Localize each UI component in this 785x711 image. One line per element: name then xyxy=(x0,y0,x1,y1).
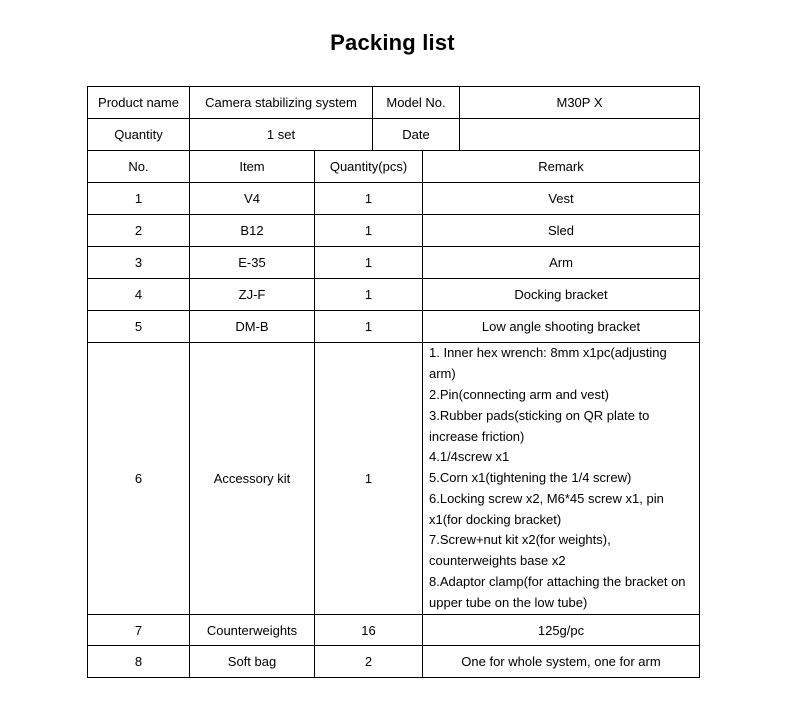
row-remark: Low angle shooting bracket xyxy=(423,311,700,343)
column-header-remark: Remark xyxy=(423,151,700,183)
table-row xyxy=(88,247,700,279)
column-header-row xyxy=(88,151,700,183)
row-item: ZJ-F xyxy=(190,279,315,311)
date-label: Date xyxy=(373,119,460,151)
row-quantity: 1 xyxy=(315,343,423,615)
model-label: Model No. xyxy=(373,87,460,119)
remark-line: 1. Inner hex wrench: 8mm x1pc(adjusting arm) xyxy=(429,345,667,382)
row-no: 7 xyxy=(88,615,190,646)
column-header-item: Item xyxy=(190,151,315,183)
model-value: M30P X xyxy=(460,87,700,119)
quantity-date-row xyxy=(88,119,700,151)
row-item: Accessory kit xyxy=(190,343,315,615)
remark-line: 3.Rubber pads(sticking on QR plate to increase friction) xyxy=(429,407,650,444)
column-header-no: No. xyxy=(88,151,190,183)
row-quantity: 1 xyxy=(315,247,423,279)
quantity-label: Quantity xyxy=(88,119,190,151)
remark-line: 8.Adaptor clamp(for attaching the bracket on upper tube on the low tube) xyxy=(429,574,686,610)
row-quantity: 1 xyxy=(315,311,423,343)
product-name-value: Camera stabilizing system xyxy=(190,87,373,119)
row-remark: Docking bracket xyxy=(423,279,700,311)
row-no: 2 xyxy=(88,215,190,247)
table-row xyxy=(88,311,700,343)
row-quantity: 1 xyxy=(315,183,423,215)
row-no: 5 xyxy=(88,311,190,343)
quantity-value: 1 set xyxy=(190,119,373,151)
row-item: Counterweights xyxy=(190,615,315,646)
product-info-row xyxy=(88,87,700,119)
row-remark: 125g/pc xyxy=(423,615,700,646)
row-no: 4 xyxy=(88,279,190,311)
remark-line: 6.Locking screw x2, M6*45 screw x1, pin x1(for docking bracket) xyxy=(429,490,664,527)
row-quantity: 2 xyxy=(315,646,423,678)
column-header-quantity: Quantity(pcs) xyxy=(315,151,423,183)
row-remark: Arm xyxy=(423,247,700,279)
remark-line: 4.1/4screw x1 xyxy=(429,449,510,465)
row-quantity: 16 xyxy=(315,615,423,646)
row-no: 1 xyxy=(88,183,190,215)
row-quantity: 1 xyxy=(315,215,423,247)
packing-list-table xyxy=(87,86,700,678)
remark-line: 5.Corn x1(tightening the 1/4 screw) xyxy=(429,470,632,486)
table-row xyxy=(88,215,700,247)
row-remark: Sled xyxy=(423,215,700,247)
table-row xyxy=(88,279,700,311)
row-item: DM-B xyxy=(190,311,315,343)
remark-line: 7.Screw+nut kit x2(for weights), counterweights base x2 xyxy=(429,532,611,569)
row-no: 6 xyxy=(88,343,190,615)
row-no: 8 xyxy=(88,646,190,678)
row-item: E-35 xyxy=(190,247,315,279)
date-value xyxy=(460,119,700,151)
page-title: Packing list xyxy=(330,30,455,55)
row-remark-list xyxy=(423,343,700,615)
table-row xyxy=(88,615,700,646)
table-row xyxy=(88,646,700,678)
product-name-label: Product name xyxy=(88,87,190,119)
row-quantity: 1 xyxy=(315,279,423,311)
table-row xyxy=(88,183,700,215)
row-no: 3 xyxy=(88,247,190,279)
row-item: Soft bag xyxy=(190,646,315,678)
row-item: V4 xyxy=(190,183,315,215)
remark-line: 2.Pin(connecting arm and vest) xyxy=(429,386,609,402)
row-remark: Vest xyxy=(423,183,700,215)
row-remark: One for whole system, one for arm xyxy=(423,646,700,678)
table-row-accessory-kit xyxy=(88,343,700,615)
row-item: B12 xyxy=(190,215,315,247)
